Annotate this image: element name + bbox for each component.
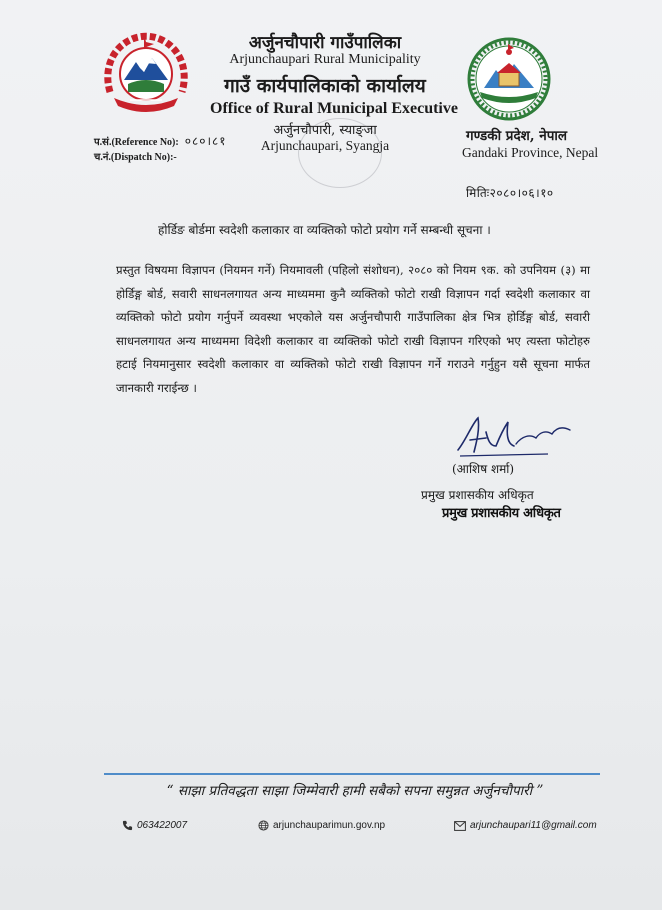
nepal-emblem-icon	[100, 32, 192, 118]
notice-body: प्रस्तुत विषयमा विज्ञापन (नियमन गर्ने) नियमावली (पहिलो संशोधन), २०८० को नियम ९क. को उपनियम (३) मा होर्डिङ्ग बोर्ड, सवारी साधनलगायत अन्य माध्यममा कुनै व्यक्तिको फोटो राखी विज्ञापन गर्दा स्वदेशी कलाकार वा व्यक्तिको फोटो प्रयोग गर्नुपर्ने व्यवस्था भएकोले यस अर्जुनचौपारी गाउँपालिका क्षेत्र भित्र होर्डिङ्ग बोर्ड, सवारी साधनलगायत अन्य माध्यममा विदेशी कलाकार वा व्यक्तिको फोटो राखी विज्ञापन गरिएको भए त्यस्ता फोटोहरु हटाई नियमानुसार स्वदेशी कलाकार वा व्यक्तिको फोटो राखी विज्ञापन गर्ने गराउने गर्नुहुन यसै सूचना मार्फत जानकारी गराईन्छ ।	[116, 263, 590, 395]
municipality-name-english: Arjunchaupari Rural Municipality	[229, 52, 421, 67]
municipality-logo-icon	[464, 36, 554, 122]
phone-icon	[122, 820, 133, 831]
reference-value: ०८०।८१	[184, 134, 227, 148]
province-english: Gandaki Province, Nepal	[462, 145, 599, 160]
envelope-icon	[454, 821, 466, 831]
notice-subject: होर्डिङ बोर्डमा स्वदेशी कलाकार वा व्यक्तिको फोटो प्रयोग गर्ने सम्बन्धी सूचना ।	[158, 223, 491, 237]
office-stamp-mark	[298, 118, 382, 188]
municipality-name-nepali: अर्जुनचौपारी गाउँपालिका	[248, 33, 402, 53]
reference-number	[94, 132, 226, 149]
province-nepali: गण्डकी प्रदेश, नेपाल	[466, 128, 568, 144]
signatory-title-stamp: प्रमुख प्रशासकीय अधिकृत	[442, 506, 561, 521]
reference-label: प.सं.(Reference No):	[94, 137, 179, 148]
office-name-english: Office of Rural Municipal Executive	[210, 100, 458, 117]
footer-slogan: “ साझा प्रतिवद्धता साझा जिम्मेवारी हामी सबैको सपना समुन्नत अर्जुनचौपारी ”	[166, 783, 544, 799]
globe-icon	[258, 820, 269, 831]
footer-website	[258, 820, 385, 831]
phone-number: 063422007	[137, 820, 188, 831]
footer-email	[454, 820, 597, 831]
office-name-nepali: गाउँ कार्यपालिकाको कार्यालय	[224, 75, 426, 97]
footer-phone	[122, 820, 187, 831]
email-link[interactable]: arjunchaupari11@gmail.com	[470, 820, 597, 831]
signatory-title: प्रमुख प्रशासकीय अधिकृत	[421, 488, 534, 502]
website-link[interactable]: arjunchauparimun.gov.np	[273, 820, 386, 831]
dispatch-label: च.नं.(Dispatch No):-	[94, 152, 177, 163]
letter-date: मितिः२०८०।०६।१०	[466, 186, 554, 200]
handwritten-signature	[452, 410, 576, 460]
address-nepali: अर्जुनचौपारी, स्याङ्जा	[273, 123, 377, 138]
address-english: Arjunchaupari, Syangja	[260, 138, 390, 153]
footer-divider	[104, 773, 600, 775]
signatory-name: (आशिष शर्मा)	[452, 462, 515, 476]
